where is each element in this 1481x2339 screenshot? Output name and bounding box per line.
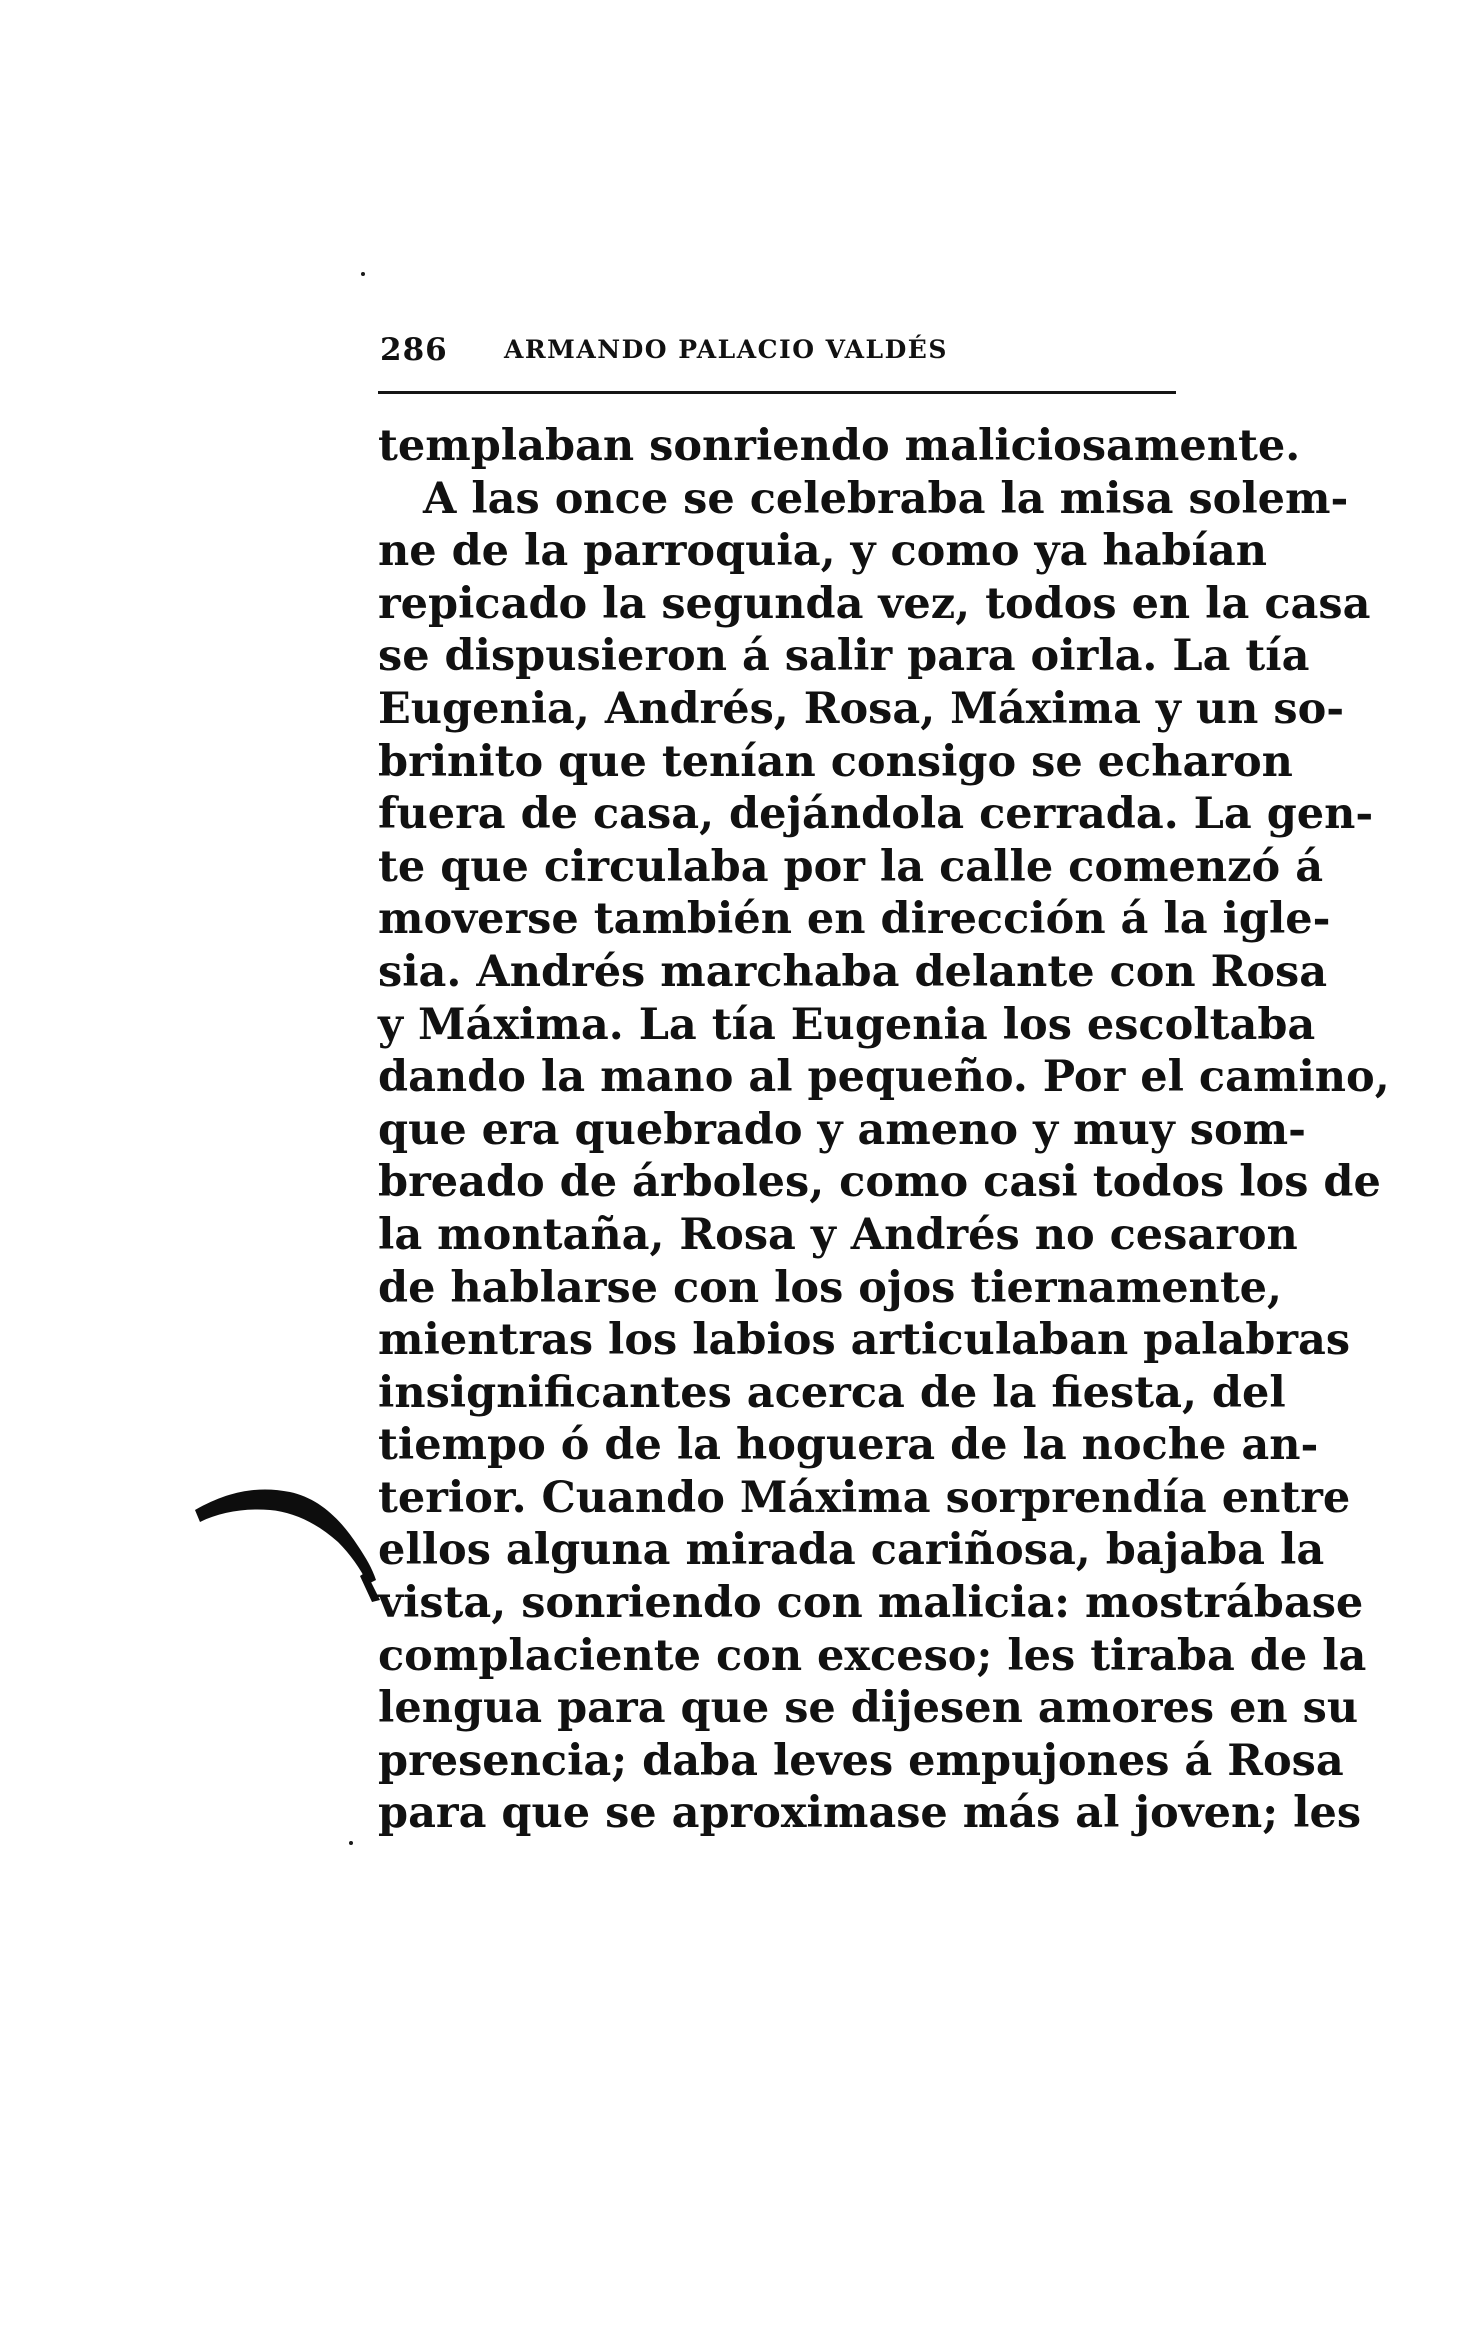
text-line: terior. Cuando Máxima sorprendía entre [378,1472,1351,1523]
text-line: te que circulaba por la calle comenzó á [378,841,1324,892]
text-line: y Máxima. La tía Eugenia los escoltaba [378,999,1316,1050]
text-line: sia. Andrés marchaba delante con Rosa [378,946,1328,997]
text-line: ne de la parroquia, y como ya habían [378,526,1267,577]
text-line: A las once se celebraba la misa solem- [423,473,1349,524]
speck-margin [349,1841,353,1845]
page-number: 286 [380,332,448,368]
text-line: de hablarse con los ojos tiernamente, [378,1262,1283,1313]
curved-smudge [195,1489,376,1584]
speck-top [361,272,365,276]
running-head: ARMANDO PALACIO VALDÉS [504,335,948,364]
text-line: que era quebrado y ameno y muy som- [378,1104,1306,1155]
text-line: presencia; daba leves empujones á Rosa [378,1735,1344,1786]
text-line: para que se aproximase más al joven; les [378,1788,1362,1839]
text-line: complaciente con exceso; les tiraba de la [378,1630,1367,1681]
text-line: insignificantes acerca de la fiesta, del [378,1367,1286,1418]
text-line: dando la mano al pequeño. Por el camino, [378,1052,1390,1103]
header-rule [378,391,1176,394]
scan-edge-mark [190,1450,390,1650]
text-line: mientras los labios articulaban palabras [378,1315,1351,1366]
text-line: vista, sonriendo con malicia: mostrábase [378,1578,1364,1629]
text-line: lengua para que se dijesen amores en su [378,1683,1359,1734]
text-line: brinito que tenían consigo se echaron [378,736,1293,787]
text-line: Eugenia, Andrés, Rosa, Máxima y un so- [378,683,1345,734]
page-header [380,330,1180,390]
text-line: templaban sonriendo maliciosamente. [378,421,1301,471]
text-line: la montaña, Rosa y Andrés no cesaron [378,1209,1298,1260]
text-line: se dispusieron á salir para oirla. La tía [378,631,1310,682]
text-line: tiempo ó de la hoguera de la noche an- [378,1420,1319,1471]
body-text [378,420,1390,1840]
text-line: ellos alguna mirada cariñosa, bajaba la [378,1525,1325,1576]
text-line: fuera de casa, dejándola cerrada. La gen- [378,789,1374,840]
text-line: moverse también en dirección á la igle- [378,894,1331,945]
text-line: repicado la segunda vez, todos en la casa [378,578,1371,629]
text-line: breado de árboles, como casi todos los de [378,1157,1381,1208]
